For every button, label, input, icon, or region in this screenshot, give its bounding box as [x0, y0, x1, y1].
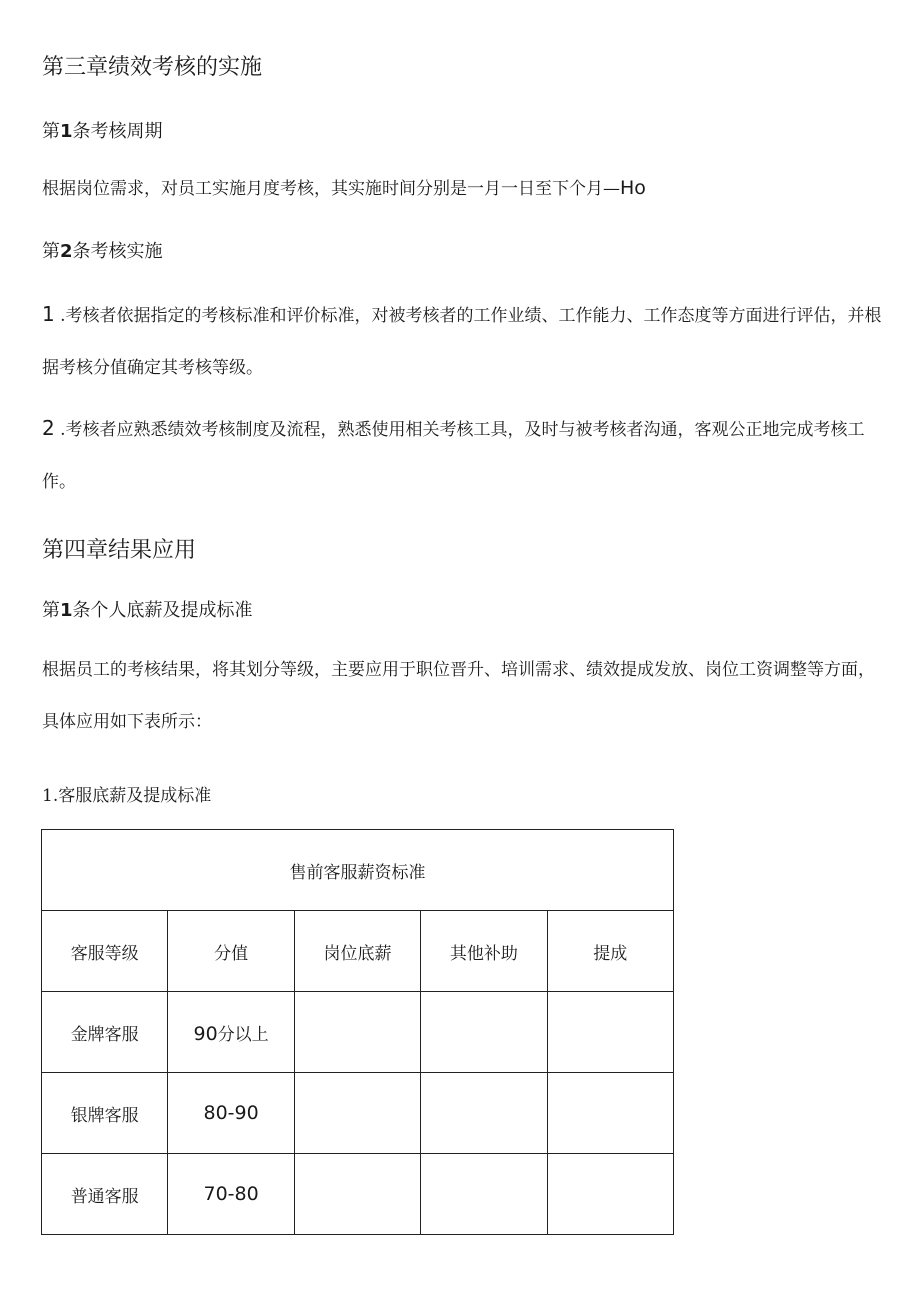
- ch3-item1: [42, 288, 882, 394]
- cycle-text: 根据岗位需求，对员工实施月度考核，其实施时间分别是一月一日至下个月—: [42, 179, 620, 199]
- cell-score: [168, 1154, 294, 1235]
- article-number: 1: [60, 600, 73, 621]
- ch4-subheading: 1.客服底薪及提成标准: [42, 786, 212, 806]
- item-number: 1: [42, 302, 55, 326]
- article-number: 2: [60, 241, 73, 262]
- cell-level: 普通客服: [42, 1154, 168, 1235]
- item-number: 2: [42, 416, 55, 440]
- table-row: [42, 992, 674, 1073]
- header-level: 客服等级: [42, 911, 168, 992]
- cell-commission: [547, 1073, 673, 1154]
- cell-base: [294, 992, 420, 1073]
- article-prefix: 第: [42, 241, 60, 262]
- score-number: 70-80: [203, 1183, 259, 1205]
- article-number: 1: [60, 121, 73, 142]
- table-title-row: [42, 830, 674, 911]
- cell-other: [421, 1073, 547, 1154]
- ch4-article1-heading: [42, 596, 253, 622]
- cycle-text-tail: Ho: [620, 177, 646, 199]
- header-other: 其他补助: [421, 911, 547, 992]
- article-title: 条考核周期: [72, 121, 163, 142]
- article-prefix: 第: [42, 121, 60, 142]
- ch3-article1-text: [42, 174, 646, 199]
- article-title: 条考核实施: [72, 241, 163, 262]
- score-number: 90: [193, 1022, 218, 1045]
- score-number: 80-90: [203, 1102, 259, 1124]
- table-header-row: [42, 911, 674, 992]
- header-score: 分值: [168, 911, 294, 992]
- table-row: [42, 1073, 674, 1154]
- cell-base: [294, 1154, 420, 1235]
- cell-score: [168, 1073, 294, 1154]
- article-title: 条个人底薪及提成标准: [72, 600, 253, 621]
- header-commission: 提成: [547, 911, 673, 992]
- article-prefix: 第: [42, 600, 60, 621]
- cell-commission: [547, 1154, 673, 1235]
- cell-other: [421, 992, 547, 1073]
- cell-level: 银牌客服: [42, 1073, 168, 1154]
- chapter4-title: 第四章结果应用: [42, 538, 197, 563]
- ch3-article1-heading: [42, 117, 163, 143]
- cell-commission: [547, 992, 673, 1073]
- cell-level: 金牌客服: [42, 992, 168, 1073]
- item-text: .考核者依据指定的考核标准和评价标准，对被考核者的工作业绩、工作能力、工作态度等方面进行评估，并根据考核分值确定其考核等级。: [42, 306, 882, 378]
- ch3-item2: [42, 402, 882, 508]
- cell-score: [168, 992, 294, 1073]
- salary-table: [41, 829, 674, 1235]
- chapter3-title: 第三章绩效考核的实施: [42, 55, 263, 80]
- table-title: 售前客服薪资标准: [42, 830, 674, 911]
- table-row: [42, 1154, 674, 1235]
- ch4-text: 根据员工的考核结果，将其划分等级，主要应用于职位晋升、培训需求、绩效提成发放、岗位工资调整等方面，具体应用如下表所示：: [42, 660, 875, 732]
- item-text: .考核者应熟悉绩效考核制度及流程，熟悉使用相关考核工具，及时与被考核者沟通，客观公正地完成考核工作。: [42, 420, 865, 492]
- header-base: 岗位底薪: [294, 911, 420, 992]
- cell-base: [294, 1073, 420, 1154]
- score-suffix: 分以上: [217, 1024, 269, 1045]
- cell-other: [421, 1154, 547, 1235]
- ch3-article2-heading: [42, 237, 163, 263]
